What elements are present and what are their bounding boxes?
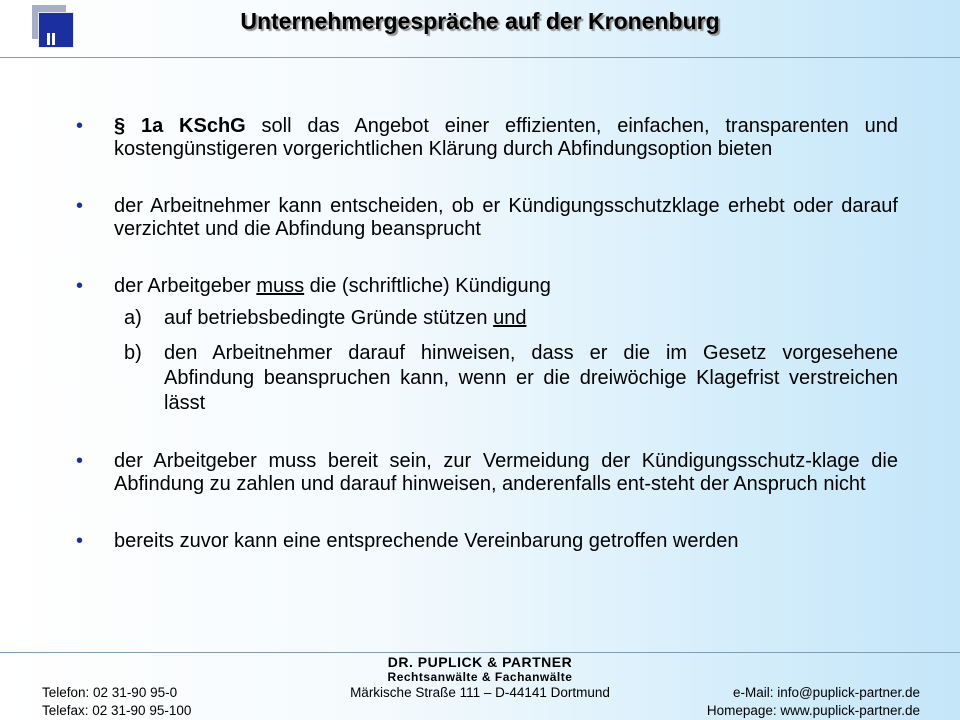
bullet-text: bereits zuvor kann eine entsprechende Vereinbarung getroffen werden — [114, 530, 739, 552]
postal-address: Märkische Straße 111 – D-44141 Dortmund — [350, 685, 610, 700]
sub-item-label: b) — [124, 342, 142, 364]
slide-footer — [0, 652, 960, 720]
bullet-text: die (schriftliche) Kündigung — [304, 275, 551, 297]
bullet-icon: • — [76, 115, 84, 137]
bullet-text: der Arbeitgeber muss bereit sein, zur Vermeidung der Kündigungsschutz-klage die Abfindung zu zahlen und darauf hinweisen, anderenfalls ent-steht der Anspruch nicht — [114, 450, 898, 495]
firm-subtitle: Rechtsanwälte & Fachanwälte — [387, 670, 573, 684]
bullet-text: der Arbeitgeber — [114, 275, 257, 297]
bullet-underlined-text: muss — [256, 275, 305, 297]
bullet-icon: • — [76, 195, 84, 217]
bullet-icon: • — [76, 530, 84, 552]
phone-number: Telefon: 02 31-90 95-0 — [42, 685, 178, 700]
slide-title: Unternehmergespräche auf der Kronenburg — [240, 8, 720, 34]
bullet-item — [76, 450, 898, 496]
bullet-text: soll das Angebot einer effizienten, einfachen, transparenten und kostengünstigeren vorgerichtlichen Klärung durch Abfindungsoption bieten — [114, 115, 898, 160]
email-address: e-Mail: info@puplick-partner.de — [732, 685, 920, 700]
bullet-item — [76, 115, 898, 161]
fax-number: Telefax: 02 31-90 95-100 — [42, 703, 192, 718]
bullet-icon: • — [76, 275, 84, 297]
sub-item-text: auf betriebsbedingte Gründe stützen — [164, 307, 494, 329]
bullet-icon: • — [76, 450, 84, 472]
bullet-item — [76, 275, 898, 298]
homepage-url: Homepage: www.puplick-partner.de — [706, 703, 920, 718]
slide-header — [0, 0, 960, 58]
sub-item-text: den Arbeitnehmer darauf hinweisen, dass er die im Gesetz vorgesehene Abfindung beanspruchen kann, wenn er die dreiwöchige Klagefrist verstreichen lässt — [164, 342, 898, 414]
sub-item-b — [76, 341, 898, 416]
slide-content — [76, 115, 898, 553]
bullet-item — [76, 530, 898, 553]
bullet-text: der Arbeitnehmer kann entscheiden, ob er Kündigungsschutzklage erhebt oder darauf verzichtet und die Abfindung beansprucht — [114, 195, 898, 240]
firm-name: DR. PUPLICK & PARTNER — [387, 654, 573, 670]
bullet-item — [76, 195, 898, 241]
bullet-strong-text: § 1a KSchG — [114, 115, 246, 137]
sub-item-underlined-text: und — [493, 307, 527, 329]
sub-item-label: a) — [124, 307, 142, 329]
sub-item-a — [76, 306, 898, 331]
